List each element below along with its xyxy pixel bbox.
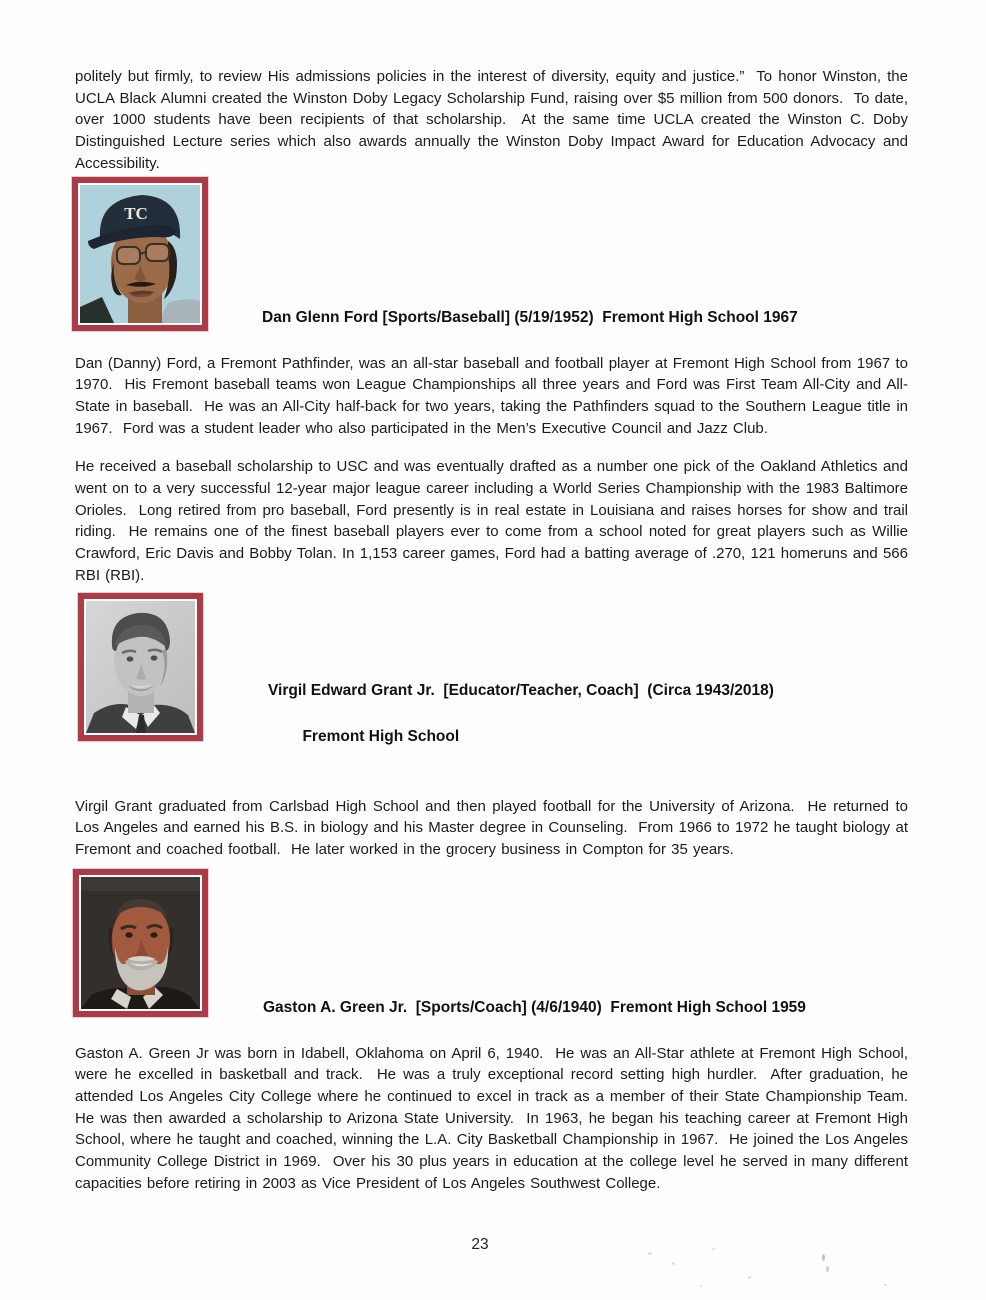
virgil-grant-bio-paragraph: Virgil Grant graduated from Carlsbad High School and then played football for the University of Arizona. He returned to Los Angeles and earned his B.S. in biology and his Master degree in Counseling. From 1966 to 1972 he taught biology at Fremont and coached football. He later worked in the grocery business in Compton for 35 years. bbox=[75, 797, 914, 858]
intro-paragraph: politely but firmly, to review His admissions policies in the interest of diversity, equity and justice.” To honor Winston, the UCLA Black Alumni created the Winston Doby Legacy Scholarship Fund, raising over $5 million from 500 donors. To date, over 1000 students have been recipients of that scholarship. At the same time UCLA created the Winston C. Doby Distinguished Lecture series which also awards annually the Winston Doby Impact Award for Education Advocacy and Accessibility. bbox=[75, 68, 914, 172]
virgil-grant-caption-line2: Fremont High School bbox=[302, 727, 460, 745]
dan-ford-bio-paragraph-1: Dan (Danny) Ford, a Fremont Pathfinder, was an all-star baseball and football player at Fremont High School from 1967 to 1970. His Fremont baseball teams won League Championships all three years and Ford was First Team All-City and All-State in baseball. He was an All-City half-back for two years, taking the Pathfinders squad to the Southern League title in 1967. Ford was a student leader who also participated in the Men’s Executive Council and Jazz Club. bbox=[75, 354, 914, 437]
page-number: 23 bbox=[471, 1236, 489, 1253]
profile-gaston-green bbox=[73, 869, 908, 1017]
gaston-green-portrait-illustration bbox=[81, 877, 200, 1009]
profile-virgil-grant bbox=[78, 593, 908, 745]
profile-dan-ford bbox=[72, 177, 908, 331]
virgil-grant-caption bbox=[268, 679, 774, 771]
virgil-grant-portrait-illustration bbox=[86, 601, 195, 733]
gaston-green-bio-paragraph: Gaston A. Green Jr was born in Idabell, Oklahoma on April 6, 1940. He was an All-Star athlete at Fremont High School, were he excelled in basketball and track. He was a truly exceptional record setting high hurdler. After graduation, he attended Los Angeles City College where he continued to excel in track as a member of their State Championship Team. He was then awarded a scholarship to Arizona State University. In 1963, he began his teaching career at Fremont High School, where he taught and coached, winning the L.A. City Basketball Championship in 1967. He joined the Los Angeles Community College District in 1969. Over his 30 plus years in education at the college level he served in many different capacities before retiring in 2003 as Vice President of Los Angeles Southwest College. bbox=[75, 1044, 919, 1192]
virgil-grant-caption-line1: Virgil Edward Grant Jr. [Educator/Teacher, Coach] (Circa 1943/2018) bbox=[268, 681, 774, 699]
svg-text:TC: TC bbox=[124, 203, 148, 223]
dan-ford-caption: Dan Glenn Ford [Sports/Baseball] (5/19/1952) Fremont High School 1967 bbox=[262, 308, 798, 326]
gaston-green-photo bbox=[73, 869, 208, 1017]
gaston-green-caption: Gaston A. Green Jr. [Sports/Coach] (4/6/1940) Fremont High School 1959 bbox=[263, 998, 806, 1016]
dan-ford-bio-paragraph-2: He received a baseball scholarship to USC and was eventually drafted as a number one pick of the Oakland Athletics and went on to a very successful 12-year major league career including a World Series Championship with the 1983 Baltimore Orioles. Long retired from pro baseball, Ford presently is in real estate in Louisiana and raises horses for show and trail riding. He remains one of the finest baseball players ever to come from a school noted for great players such as Willie Crawford, Eric Davis and Bobby Tolan. In 1,153 career games, Ford had a batting average of .270, 121 homeruns and 566 RBI (RBI). bbox=[75, 458, 914, 584]
page-content bbox=[75, 66, 919, 1195]
virgil-grant-photo bbox=[78, 593, 203, 741]
dan-ford-photo bbox=[72, 177, 208, 331]
dan-ford-portrait-illustration bbox=[80, 185, 200, 323]
